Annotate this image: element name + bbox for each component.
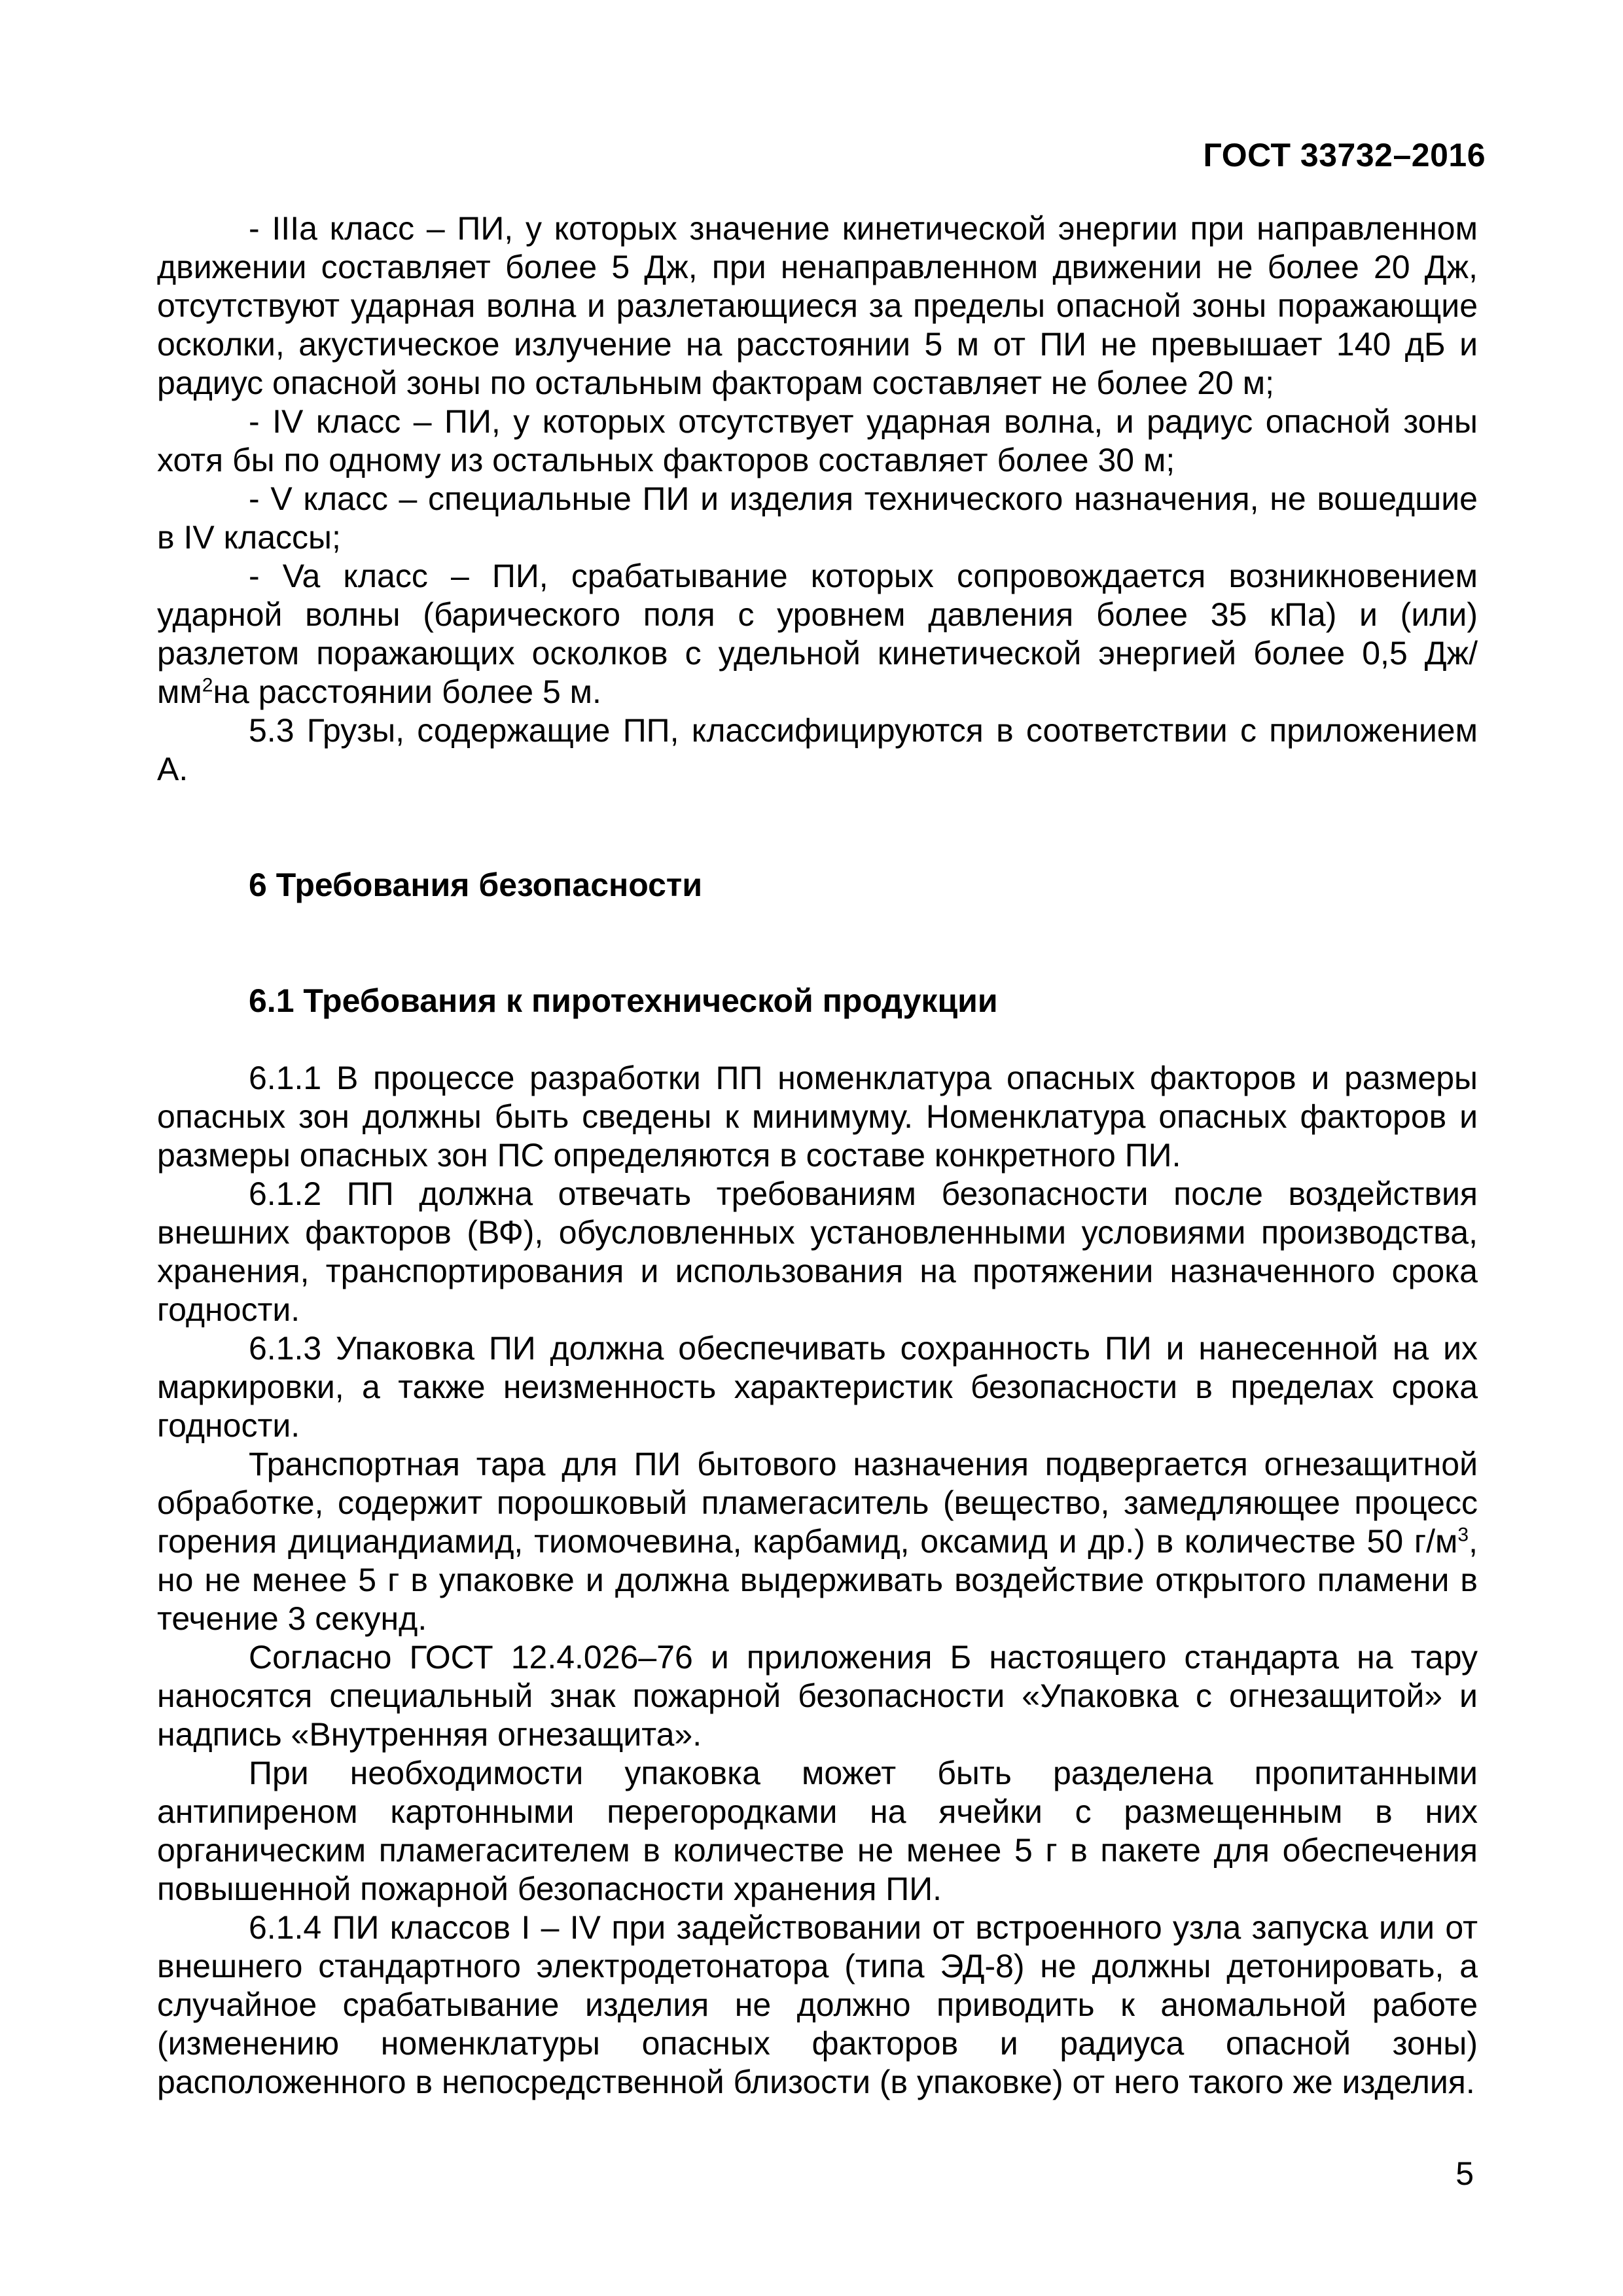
paragraph-transport-tara-start: Транспортная тара для ПИ бытового назначения подвергается огнезащитной обработке, содержит порошковый пламегаситель (вещество, замедляющее процесс горения дициандиамид, тиомочевина, карбамид, оксамид и др.) в количестве 50 г/м [157, 1446, 1478, 1560]
paragraph-class-5: - V класс – специальные ПИ и изделия технического назначения, не вошедшие в IV классы; [157, 480, 1478, 556]
superscript-cube: 3 [1457, 1524, 1469, 1546]
paragraph-class-4: - IV класс – ПИ, у которых отсутствует ударная волна, и радиус опасной зоны хотя бы по одному из остальных факторов составляет более 30 м; [157, 403, 1478, 478]
paragraph-6-1-2: 6.1.2 ПП должна отвечать требованиям безопасности после воздействия внешних факторов (ВФ), обусловленных установленными условиями производства, хранения, транспортирования и использования на протяжении назначенного срока годности. [157, 1175, 1478, 1328]
paragraph-5-3: 5.3 Грузы, содержащие ПП, классифицируются в соответствии с приложением А. [157, 712, 1478, 787]
superscript-square: 2 [202, 674, 213, 696]
paragraph-packaging-partitions: При необходимости упаковка может быть разделена пропитанными антипиреном картонными перегородками на ячейки с размещенным в них органическим пламегасителем в количестве не менее 5 г в пакете для обеспечения повышенной пожарной безопасности хранения ПИ. [157, 1755, 1478, 1907]
section-6-heading: 6 Требования безопасности [249, 867, 703, 903]
section-6-1-heading: 6.1 Требования к пиротехнической продукции [249, 982, 998, 1019]
paragraph-6-1-1: 6.1.1 В процессе разработки ПП номенклатура опасных факторов и размеры опасных зон должны быть сведены к минимуму. Номенклатура опасных факторов и размеры опасных зон ПС определяются в составе конкретного ПИ. [157, 1060, 1478, 1174]
paragraph-class-5a-text-start: - Va класс – ПИ, срабатывание которых сопровождается возникновением ударной волны (барического поля с уровнем давления более 35 кПа) и (или) разлетом поражающих осколков с удельной кинетической энергией более 0,5 Дж/мм [157, 558, 1478, 710]
paragraph-class-3a: - IIIa класс – ПИ, у которых значение кинетической энергии при направленном движении составляет более 5 Дж, при ненаправленном движении не более 20 Дж, отсутствуют ударная волна и разлетающиеся за пределы опасной зоны поражающие осколки, акустическое излучение на расстоянии 5 м от ПИ не превышает 140 дБ и радиус опасной зоны по остальным факторам составляет не более 20 м; [157, 210, 1478, 401]
paragraph-6-1-3: 6.1.3 Упаковка ПИ должна обеспечивать сохранность ПИ и нанесенной на их маркировки, а также неизменность характеристик безопасности в пределах срока годности. [157, 1330, 1478, 1444]
paragraph-class-5a [157, 557, 1478, 711]
paragraph-class-5a-text-end: на расстоянии более 5 м. [213, 673, 601, 710]
document-body [157, 209, 1478, 2102]
paragraph-transport-tara-end: , но не менее 5 г в упаковке и должна выдерживать воздействие открытого пламени в течение 3 секунд. [157, 1523, 1478, 1637]
paragraph-6-1-4: 6.1.4 ПИ классов I – IV при задействовании от встроенного узла запуска или от внешнего стандартного электродетонатора (типа ЭД-8) не должны детонировать, а случайное срабатывание изделия не должно приводить к аномальной работе (изменению номенклатуры опасных факторов и радиуса опасной зоны) расположенного в непосредственной близости (в упаковке) от него такого же изделия. [157, 1909, 1478, 2100]
document-code-header: ГОСТ 33732–2016 [1203, 137, 1486, 173]
page-number: 5 [1455, 2155, 1474, 2192]
paragraph-transport-tara [157, 1445, 1478, 1638]
paragraph-gost-reference: Согласно ГОСТ 12.4.026–76 и приложения Б настоящего стандарта на тару наносятся специальный знак пожарной безопасности «Упаковка с огнезащитой» и надпись «Внутренняя огнезащита». [157, 1639, 1478, 1753]
